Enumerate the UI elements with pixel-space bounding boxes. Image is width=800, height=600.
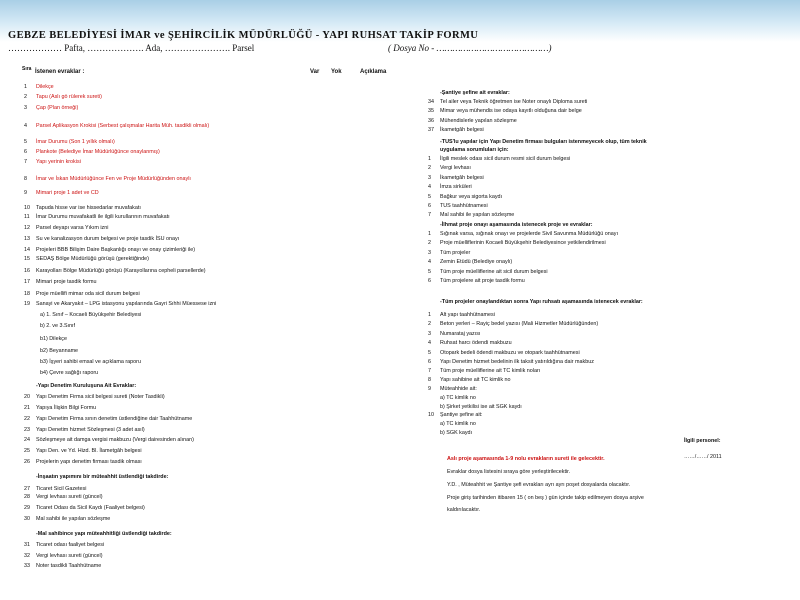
item-number: 31 <box>24 542 30 548</box>
item-number: 28 <box>24 494 30 500</box>
ilgili-personel: İlgili personel: <box>684 438 721 444</box>
item-number: 25 <box>24 448 30 454</box>
item-text: Numarataj yazısı <box>440 331 481 337</box>
item-number: 32 <box>24 553 30 559</box>
sub-item: a) 1. Sınıf – Kocaeli Büyükşehir Belediyesi <box>40 312 142 318</box>
item-text: Mal sahibi ile yapılan sözleşme <box>36 516 111 522</box>
page-title: GEBZE BELEDİYESİ İMAR ve ŞEHİRCİLİK MÜDÜRLÜĞÜ - YAPI RUHSAT TAKİP FORMU <box>8 30 479 41</box>
item-text: Proje müelliflerinin Kocaeli Büyükşehir Belediyesince yetkilendirilmesi <box>440 240 606 246</box>
item-number: 6 <box>428 278 431 284</box>
item-text: TUS taahhütnamesi <box>440 203 488 209</box>
item-text: Zemin Etüdü (Belediye onaylı) <box>440 259 513 265</box>
item-text: Tapu (Aslı gö rülerek sureti) <box>36 94 102 100</box>
item-number: 9 <box>428 386 431 392</box>
item-text: Parsel Aplikasyon Krokisi (Serbest çalışmalar Harita Müh. tasdikli olmalı) <box>36 123 210 129</box>
item-number: 5 <box>428 269 431 275</box>
item-number: 13 <box>24 236 30 242</box>
item-number: 4 <box>428 184 431 190</box>
ilhan-header: -İlhmat proje onayı aşamasında istenecek proje ve evraklar: <box>440 222 593 228</box>
item-text: Mühendislerle yapılan sözleşme <box>440 118 517 124</box>
item-text: Sözleşmeye ait damga vergisi makbuzu (Vergi dairesinden alınan) <box>36 437 194 443</box>
item-number: 33 <box>24 563 30 569</box>
item-number: 24 <box>24 437 30 443</box>
item-number: 37 <box>428 127 434 133</box>
item-text: Ruhsat harcı ödendi makbuzu <box>440 340 512 346</box>
item-number: 7 <box>428 368 431 374</box>
item-number: 8 <box>428 377 431 383</box>
sub-item: b) Şirket yetkilisi ise ait SGK kaydı <box>440 404 522 410</box>
item-text: Plankote (Belediye İmar Müdürlüğünce onaylanmış) <box>36 149 160 155</box>
item-number: 5 <box>428 194 431 200</box>
tusu-header-line2: uygulama sorumluları için: <box>440 147 509 153</box>
item-text: Yapı Denetim hizmet bedelinin ilk taksit yatırıldığına dair makbuz <box>440 359 594 365</box>
column-yok: Yok <box>331 69 342 75</box>
item-number: 1 <box>428 312 431 318</box>
item-number: 1 <box>428 156 431 162</box>
item-text: Projelerin yapı denetim firması tasdik olması <box>36 459 142 465</box>
item-number: 4 <box>428 340 431 346</box>
item-text: İlgili meslek odası sicil durum resmi sicil durum belgesi <box>440 156 571 162</box>
item-text: Mimari proje 1 adet ve CD <box>36 190 99 196</box>
item-text: İmar Durumu muvafakatli ile ilgili kurullarının muvafakatı <box>36 214 170 220</box>
note-1: Aslı proje aşamasında 1-9 nolu evrakların sureti ile gelecektir. <box>447 456 605 462</box>
item-text: Mimari proje tasdik formu <box>36 279 97 285</box>
item-number: 15 <box>24 256 30 262</box>
item-text: Yapı Den. ve Yd. Hizd. Bl. İlametgâh belgesi <box>36 448 142 454</box>
item-text: Karayolları Bölge Müdürlüğü görüşü (Karayollarına cepheli parsellerde) <box>36 268 206 274</box>
item-text: Vergi levhası <box>440 165 471 171</box>
item-text: İkametgâh belgesi <box>440 127 484 133</box>
sub-item: b) 2. ve 3.Sınıf <box>40 323 76 329</box>
item-text: Ticaret odası faaliyet belgesi <box>36 542 105 548</box>
item-number: 1 <box>24 84 27 90</box>
item-text: Vergi levhası sureti (güncel) <box>36 553 103 559</box>
tarih: ……/……/ 2011 <box>684 454 722 460</box>
note-4: Proje giriş tarihinden itibaren 15 ( on beş ) gün içinde takip edilmeyen dosya arşive <box>447 495 644 501</box>
item-text: Sanayi ve Akaryakıt – LPG istasyonu yapılarında Gayri Sıhhi Müessese izni <box>36 301 217 307</box>
item-text: İmar Durumu (Son 1 yıllık olmalı) <box>36 139 115 145</box>
item-number: 30 <box>24 516 30 522</box>
item-number: 4 <box>428 259 431 265</box>
item-text: Alt yapı taahhütnamesi <box>440 312 495 318</box>
item-number: 6 <box>24 149 27 155</box>
sub-item: b4) Çevre sağlığı raporu <box>40 370 99 376</box>
item-text: Ticaret Odası da Sicil Kaydı (Faaliyet belgesi) <box>36 505 145 511</box>
item-text: Mal sahibi ile yapılan sözleşme <box>440 212 515 218</box>
item-text: Beton yerleri – Rayiç bedel yazısı (Mali Hizmetler Müdürlüğünden) <box>440 321 599 327</box>
item-text: Yapı Denetim hizmet Sözleşmesi (3 adet asıl) <box>36 427 145 433</box>
item-number: 11 <box>24 214 30 220</box>
item-text: Tüm projeler <box>440 250 471 256</box>
item-number: 2 <box>428 321 431 327</box>
note-5: kaldırılacaktır. <box>447 507 481 513</box>
item-text: Tüm projelere ait proje tasdik formu <box>440 278 525 284</box>
item-number: 21 <box>24 405 30 411</box>
item-number: 3 <box>428 250 431 256</box>
column-var: Var <box>310 69 320 75</box>
sub-item: a) TC kimlik no <box>440 395 476 401</box>
item-text: Yapı Denetim Firma sicil belgesi sureti (Noter Tasdikli) <box>36 394 165 400</box>
item-text: Yapı yerinin krokisi <box>36 159 81 165</box>
item-number: 34 <box>428 99 434 105</box>
sub-item: b3) İşyeri sahibi emsal ve açıklama raporu <box>40 359 141 365</box>
note-2: Evraklar dosya listesini sıraya göre yerleştirilecektir. <box>447 469 571 475</box>
item-number: 10 <box>428 412 434 418</box>
denetim-header: -Yapı Denetim Kuruluşuna Ait Evraklar: <box>36 383 137 389</box>
item-number: 5 <box>428 350 431 356</box>
item-number: 22 <box>24 416 30 422</box>
item-text: Noter tasdikli Taahhütname <box>36 563 102 569</box>
item-text: Çap (Plan örneği) <box>36 105 79 111</box>
item-text: Şantiye şefine ait: <box>440 412 483 418</box>
item-number: 26 <box>24 459 30 465</box>
item-text: Tüm proje müelliflerine ait sicil durum belgesi <box>440 269 548 275</box>
item-text: Dilekçe <box>36 84 54 90</box>
item-number: 2 <box>428 165 431 171</box>
item-text: Ticaret Sicil Gazetesi <box>36 486 87 492</box>
column-sira: Sıra <box>22 66 32 72</box>
item-number: 2 <box>24 94 27 100</box>
item-text: Parsel deyapı varsa Yıkım izni <box>36 225 109 231</box>
item-number: 6 <box>428 203 431 209</box>
item-number: 12 <box>24 225 30 231</box>
item-number: 14 <box>24 247 30 253</box>
santiye-header: -Şantiye şefine ait evraklar: <box>440 90 510 96</box>
item-number: 4 <box>24 123 27 129</box>
item-number: 2 <box>428 240 431 246</box>
item-number: 5 <box>24 139 27 145</box>
item-text: Yapıya İlişkin Bilgi Formu <box>36 405 97 411</box>
item-number: 7 <box>24 159 27 165</box>
parcel-fields: ……………… Pafta, ………………. Ada, …………………. Parsel <box>8 43 255 53</box>
ruhsat-header: -Tüm projeler onaylandıktan sonra Yapı ruhsatı aşamasında istenecek evraklar: <box>440 299 643 305</box>
item-text: Tüm proje müelliflerine ait TC kimlik noları <box>440 368 541 374</box>
item-number: 20 <box>24 394 30 400</box>
item-text: İmar ve İskan Müdürlüğünce Fen ve Proje Müdürlüğünden onaylı <box>36 176 191 182</box>
item-number: 8 <box>24 176 27 182</box>
item-number: 7 <box>428 212 431 218</box>
parcel-line <box>8 43 552 53</box>
item-number: 9 <box>24 190 27 196</box>
item-number: 16 <box>24 268 30 274</box>
item-text: SEDAŞ Bölge Müdürlüğü görüşü (gerektiğinde) <box>36 256 149 262</box>
item-text: Su ve kanalizasyon durum belgesi ve proje tasdik İSU onayı <box>36 236 180 242</box>
sub-item: a) TC kimlik no <box>440 421 476 427</box>
mal-header: -Mal sahibince yapı müteahhitliği üstlendiği takdirde: <box>36 531 172 537</box>
item-text: İkametgâh belgesi <box>440 175 484 181</box>
item-number: 17 <box>24 279 30 285</box>
item-number: 19 <box>24 301 30 307</box>
item-number: 35 <box>428 108 434 114</box>
dosya-no: ( Dosya No - ……………………………………) <box>388 43 552 53</box>
item-number: 3 <box>24 105 27 111</box>
item-text: Vergi levhası sureti (güncel) <box>36 494 103 500</box>
item-number: 27 <box>24 486 30 492</box>
item-text: Tapuda hisse var ise hissedarlar muvafakatı <box>36 205 141 211</box>
insaat-header: -İnşaatın yapımını bir müteahhit üstlendiği takdirde: <box>36 474 169 480</box>
item-text: Yapı Denetim Firma sının denetim üstlendiğine dair Taahhütname <box>36 416 193 422</box>
item-number: 1 <box>428 231 431 237</box>
sub-item: b) SGK kaydı <box>440 430 473 436</box>
item-number: 6 <box>428 359 431 365</box>
item-text: Müteahhide ait: <box>440 386 477 392</box>
item-number: 29 <box>24 505 30 511</box>
tusu-header-line1: -TUS'lu yapılar için Yapı Denetim firması bulguları istenmeyecek olup, tüm teknik <box>440 139 647 145</box>
item-text: İmza sirküleri <box>440 184 472 190</box>
note-3: Y.D. , Müteahhit ve Şantiye şefi evrakları ayrı ayrı poşet dosyalarda olacaktır. <box>447 482 631 488</box>
item-text: Tel ailer veya Teknik öğretmen ise Noter onaylı Diploma sureti <box>440 99 588 105</box>
item-text: Proje müellifi mimar oda sicil durum belgesi <box>36 291 140 297</box>
item-number: 18 <box>24 291 30 297</box>
item-text: Sığınak varsa, sığınak onayı ve projelerde Sivil Savunma Müdürlüğü onayı <box>440 231 618 237</box>
item-text: Otopark bedeli ödendi makbuzu ve otopark taahhütnamesi <box>440 350 580 356</box>
item-number: 36 <box>428 118 434 124</box>
item-number: 23 <box>24 427 30 433</box>
item-number: 10 <box>24 205 30 211</box>
item-number: 3 <box>428 175 431 181</box>
sub-item: b1) Dilekçe <box>40 336 67 342</box>
item-number: 3 <box>428 331 431 337</box>
item-text: Mimar veya mühendis ise odaya kayıtlı olduğuna dair belge <box>440 108 582 114</box>
column-istenen: İstenen evraklar : <box>35 69 85 75</box>
sub-item: b2) Beyanname <box>40 348 79 354</box>
item-text: Bağkur veya sigorta kaydı <box>440 194 503 200</box>
item-text: Yapı sahibine ait TC kimlik no <box>440 377 511 383</box>
column-aciklama: Açıklama <box>360 69 387 75</box>
item-text: Projeleri BBB Bilişim Daire Başkanlığı onayı ve onay çizimleriği ile) <box>36 247 196 253</box>
